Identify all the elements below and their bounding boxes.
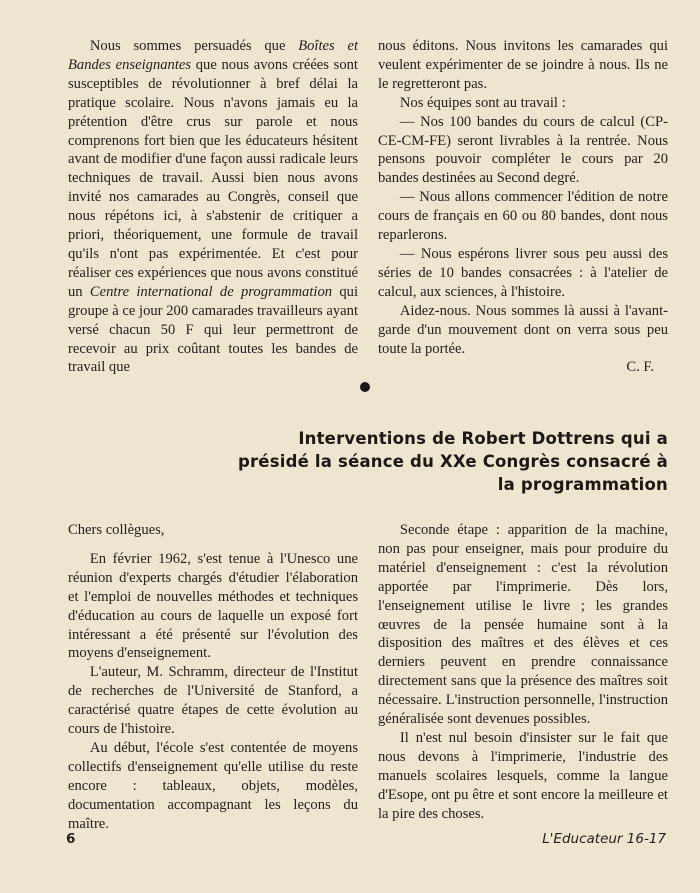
paragraph: Nous sommes persuadés que Boîtes et Bandes enseignantes que nous avons créées sont susceptibles de révolutionner à bref délai la pratique scolaire. Nous n'avons jamais eu la prétention d'être crus sur parole et nous comprenons fort bien que les éducateurs hésitent avant de modifier d'une façon aussi radicale leurs techniques de travail. Aussi bien nous avons invité nos camarades au Congrès, conseil que nous répétons ici, à s'abstenir de critiquer a priori, théoriquement, une formule de travail qu'ils n'ont pas expérimentée. Et c'est pour réaliser ces expériences que nous avons constitué un Centre international de programmation qui groupe à ce jour 200 camarades travailleurs ayant versé chacun 50 F qui leur permettront de recevoir au prix coûtant toutes les bandes de travail que <box>68 38 359 376</box>
paragraph: nous éditons. Nous invitons les camarades qui veulent expérimenter de se joindre à nous. Ils ne le regretteront pas. <box>378 38 668 92</box>
paragraph: Seconde étape : apparition de la machine, non pas pour enseigner, mais pour produire du matériel d'enseignement : c'est la révolution apportée par l'imprimerie. Dès lors, l'enseignement utilise le livre ; les grandes œuvres de la pensée humaine sont à la disposition des maîtres et des élèves et ces derniers peuvent en prendre connaissance directement sans que la présence des maîtres soit nécessaire. L'instruction personnelle, l'instruction généralisée sont devenues possibles. <box>378 522 668 728</box>
paragraph: — Nous espérons livrer sous peu aussi des séries de 10 bandes consacrées : à l'atelier de calcul, aux sciences, à l'histoire. <box>378 245 668 300</box>
salutation: Chers collègues, <box>68 522 165 538</box>
signature: C. F. <box>626 359 654 376</box>
top-left-column <box>68 37 358 377</box>
paragraph: Au début, l'école s'est contentée de moyens collectifs d'enseignement qu'elle utilise du reste encore : tableaux, objets, modèles, documentation accompagnant les leçons du maître. <box>68 739 358 832</box>
emphasis: Boîtes et Bandes enseignantes <box>68 38 358 73</box>
bottom-right-column <box>378 521 668 824</box>
page-number: 6 <box>66 831 76 847</box>
paragraph: En février 1962, s'est tenue à l'Unesco une réunion d'experts chargés d'étudier l'élaboration et l'emploi de nouvelles méthodes et techniques d'éducation au cours de laquelle un exposé fort intéressant a été présenté sur l'évolution des moyens d'enseignement. <box>68 550 358 662</box>
bottom-left-column <box>68 521 358 834</box>
section-separator-bullet <box>360 382 370 392</box>
emphasis: Centre international de programmation <box>89 283 333 300</box>
paragraph: Aidez-nous. Nous sommes là aussi à l'avant-garde d'un mouvement dont on verra sous peu toute la portée. <box>378 302 668 357</box>
paragraph: L'auteur, M. Schramm, directeur de l'Institut de recherches de l'Université de Stanford, a caractérisé quatre étapes de cette évolution au cours de l'histoire. <box>68 664 358 738</box>
paragraph: — Nos 100 bandes du cours de calcul (CP-CE-CM-FE) seront livrables à la rentrée. Nous pensons pouvoir compléter le cours par 20 bandes destinées au Second degré. <box>378 113 668 187</box>
journal-name: L'Educateur 16-17 <box>542 831 666 847</box>
top-right-column <box>378 37 668 377</box>
paragraph: Il n'est nul besoin d'insister sur le fait que nous devons à l'imprimerie, l'industrie des manuels scolaires lesquels, comme la langue d'Esope, ont pu être et sont encore la meilleure et la pire des choses. <box>378 729 668 822</box>
article-headline: Interventions de Robert Dottrens qui a présidé la séance du XXe Congrès consacré à la programmation <box>237 429 668 494</box>
paragraph: Nos équipes sont au travail : <box>399 94 566 111</box>
paragraph: — Nous allons commencer l'édition de notre cours de français en 60 ou 80 bandes, dont nous reparlerons. <box>378 189 668 244</box>
